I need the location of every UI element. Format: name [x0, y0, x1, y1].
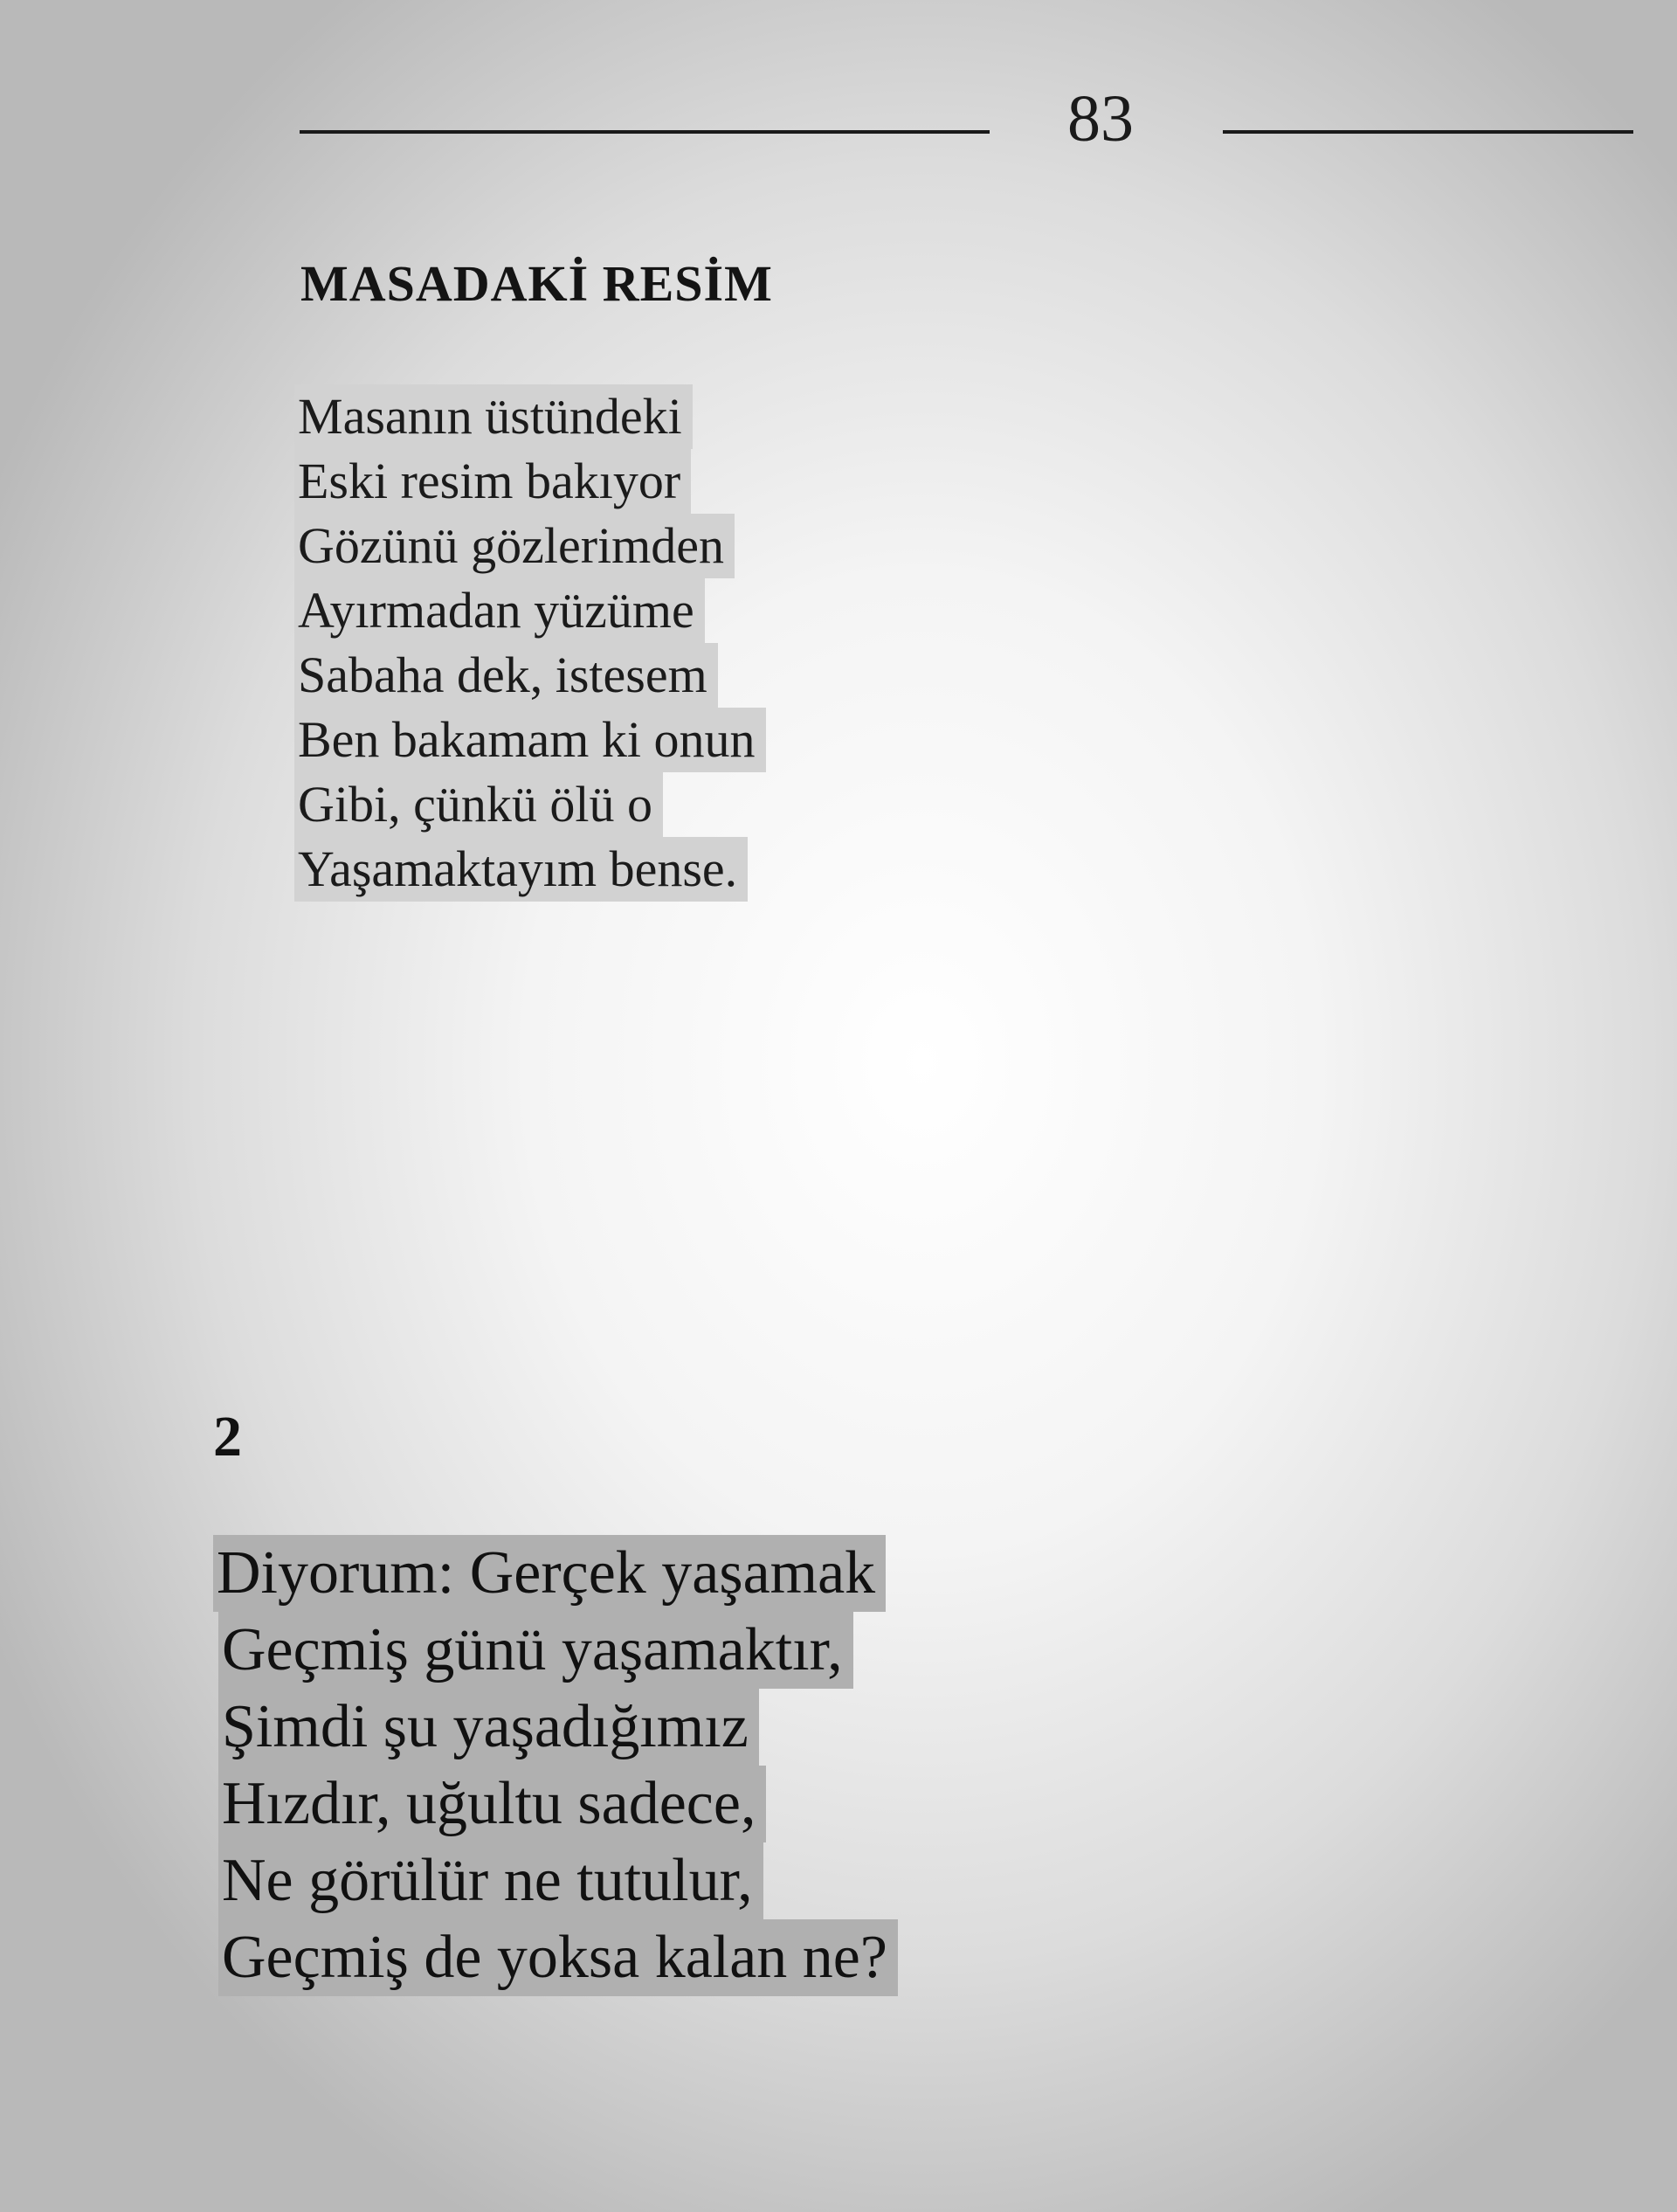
- highlighted-text: Geçmiş günü yaşamaktır,: [218, 1612, 853, 1689]
- header-rule-right: [1223, 130, 1633, 134]
- stanza-2: [213, 1535, 898, 1996]
- highlighted-text: Ayırmadan yüzüme: [294, 578, 705, 643]
- stanza-1: [294, 384, 766, 902]
- poem-line[interactable]: [213, 1766, 766, 1842]
- highlighted-text: Ne görülür ne tutulur,: [218, 1842, 763, 1919]
- poem-title: MASADAKİ RESİM: [300, 255, 773, 312]
- page-number: 83: [1067, 82, 1134, 156]
- poem-line[interactable]: [294, 514, 735, 578]
- highlighted-text: Eski resim bakıyor: [294, 449, 691, 514]
- highlighted-text: Masanın üstündeki: [294, 384, 693, 449]
- highlighted-text: Sabaha dek, istesem: [294, 643, 718, 708]
- poem-line[interactable]: [213, 1842, 763, 1919]
- poem-line[interactable]: [294, 643, 718, 708]
- poem-line[interactable]: [294, 578, 705, 643]
- poem-line[interactable]: [294, 449, 691, 514]
- section-number: 2: [213, 1405, 242, 1469]
- highlighted-text: Ben bakamam ki onun: [294, 708, 766, 772]
- poem-line[interactable]: [213, 1919, 898, 1996]
- highlighted-text: Şimdi şu yaşadığımız: [218, 1689, 759, 1766]
- poem-line[interactable]: [213, 1535, 886, 1612]
- poem-line[interactable]: [294, 384, 693, 449]
- highlighted-text: Diyorum: Gerçek yaşamak: [213, 1535, 886, 1612]
- poem-line[interactable]: [213, 1689, 759, 1766]
- poem-line[interactable]: [294, 837, 748, 902]
- highlighted-text: Yaşamaktayım bense.: [294, 837, 748, 902]
- highlighted-text: Hızdır, uğultu sadece,: [218, 1766, 766, 1842]
- highlighted-text: Gibi, çünkü ölü o: [294, 772, 663, 837]
- poem-line[interactable]: [294, 708, 766, 772]
- highlighted-text: Gözünü gözlerimden: [294, 514, 735, 578]
- poem-line[interactable]: [294, 772, 663, 837]
- poem-line[interactable]: [213, 1612, 853, 1689]
- highlighted-text: Geçmiş de yoksa kalan ne?: [218, 1919, 898, 1996]
- header-rule-left: [300, 130, 990, 134]
